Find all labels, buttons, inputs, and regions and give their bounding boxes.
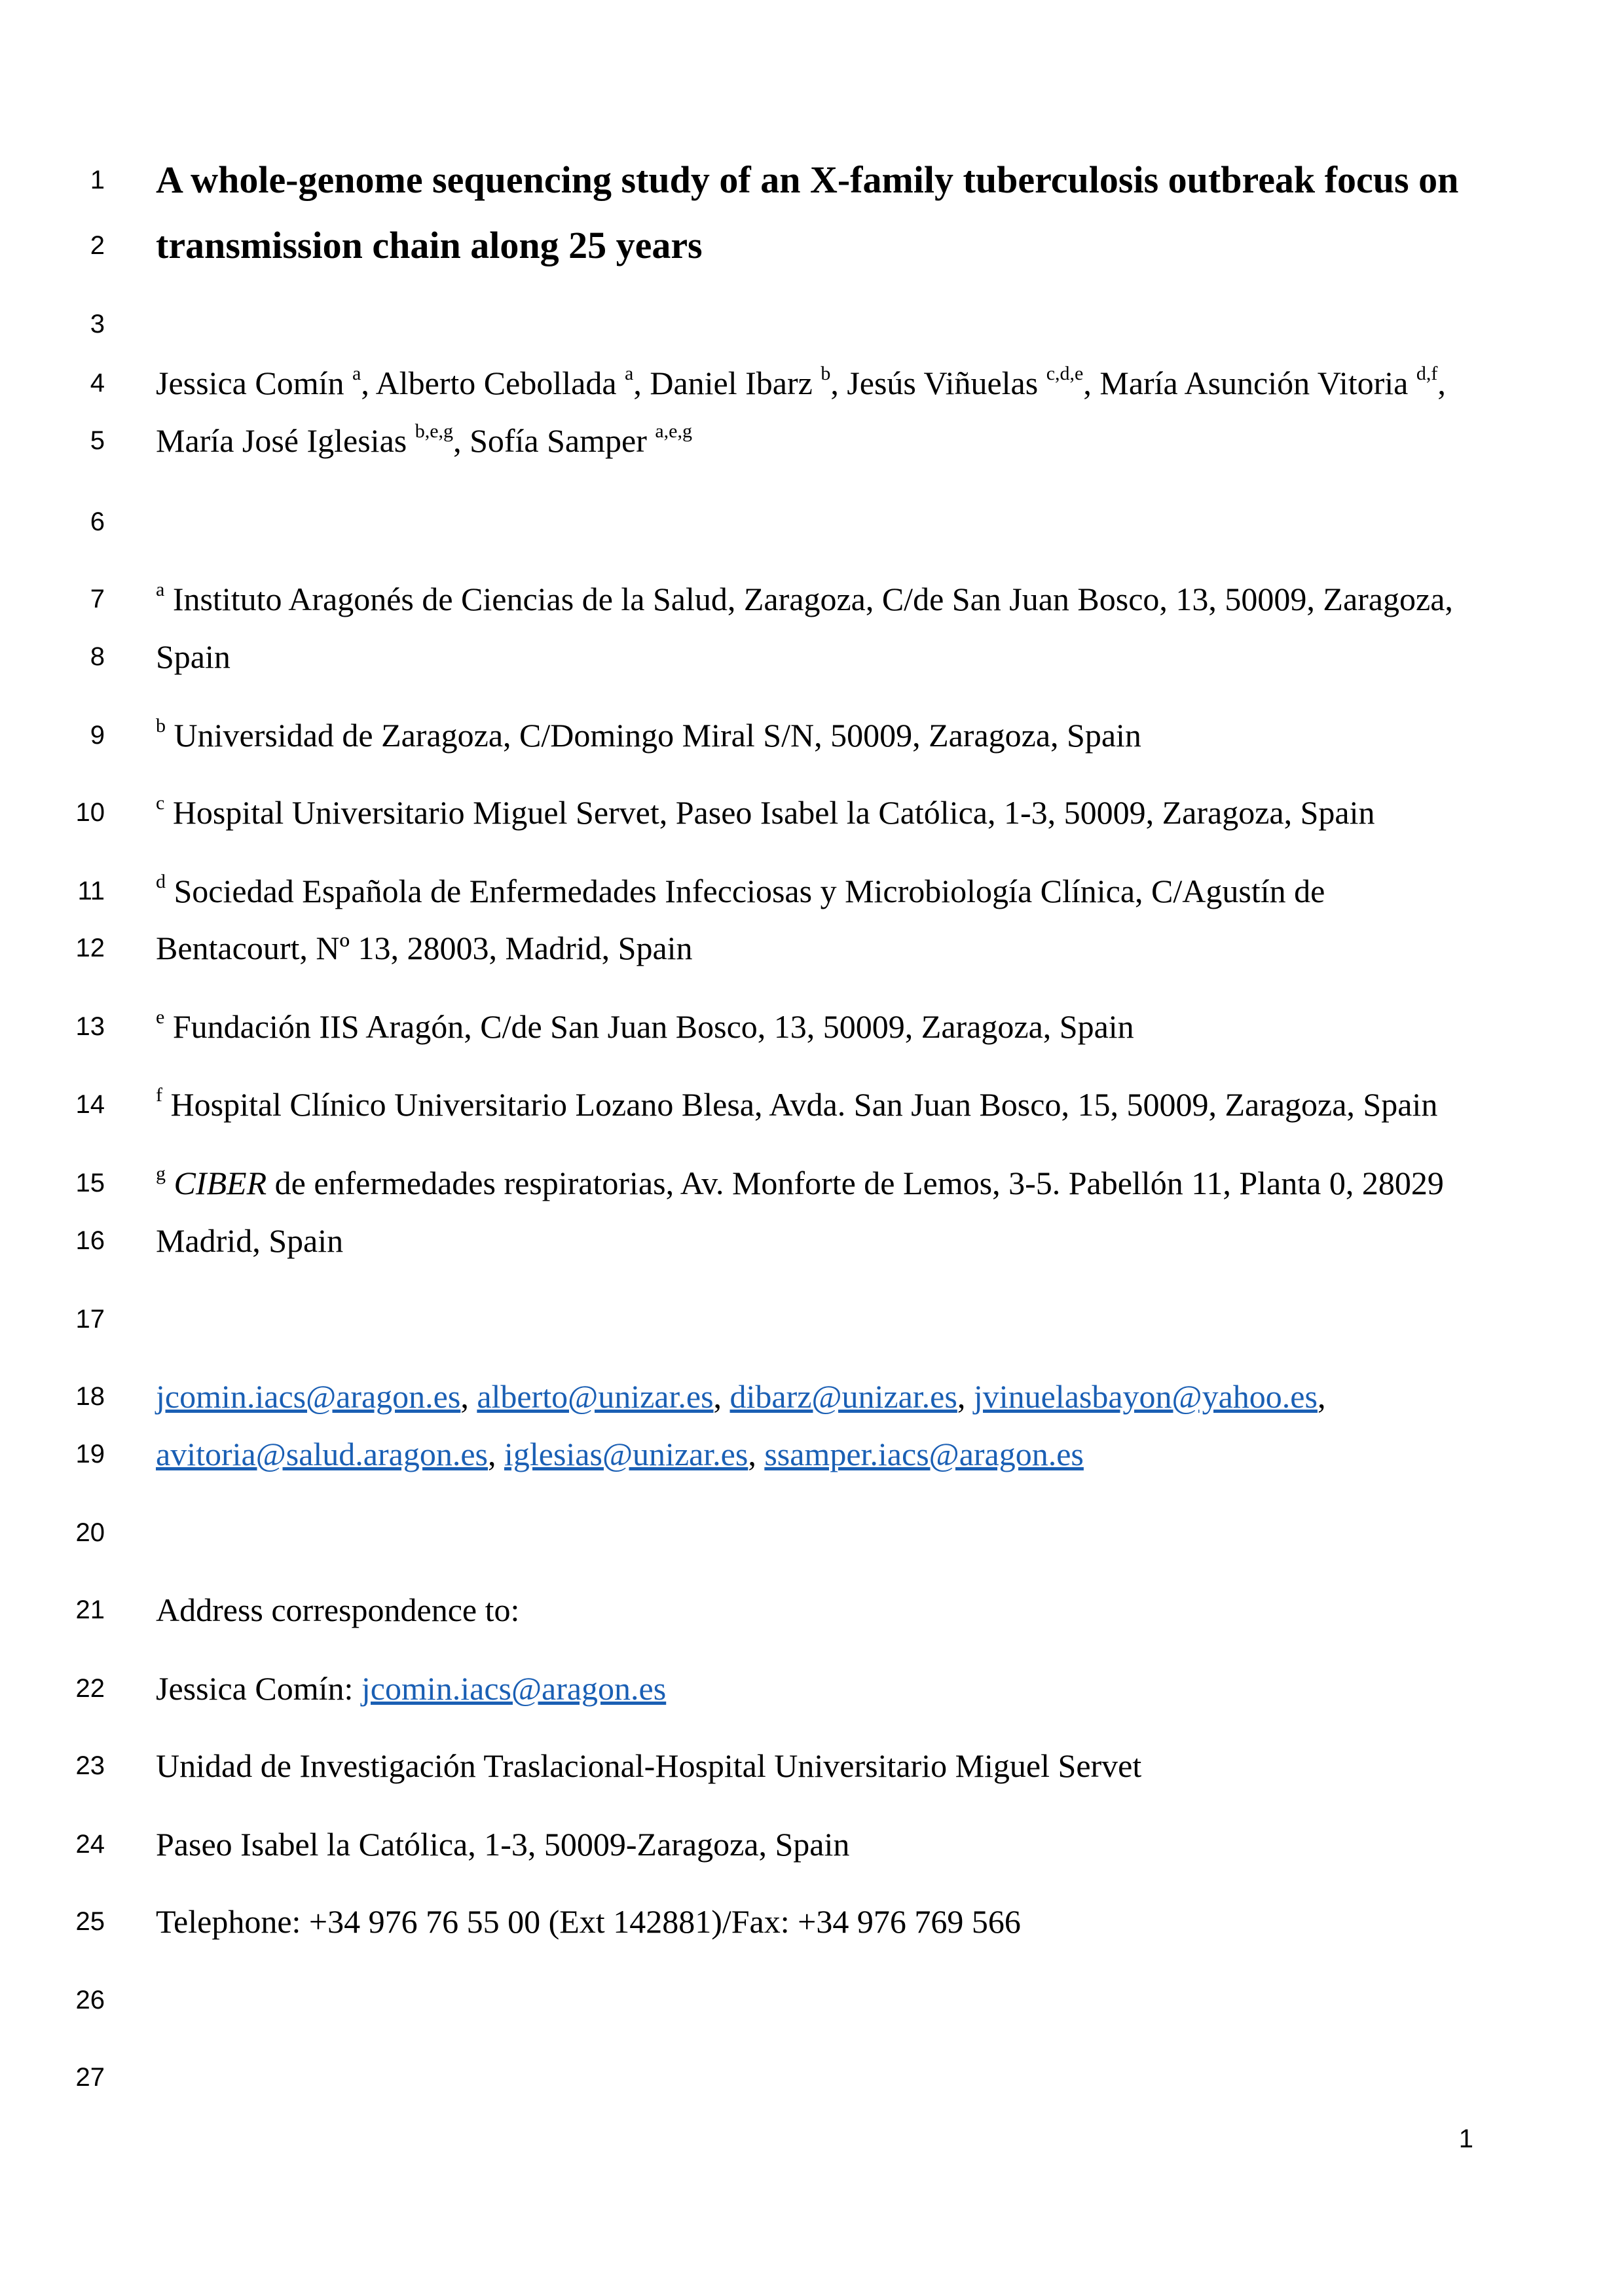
correspondence-email-link[interactable]: jcomin.iacs@aragon.es — [361, 1670, 667, 1707]
line-4 — [0, 354, 1624, 412]
paper-title-line-1: A whole-genome sequencing study of an X-family tuberculosis outbreak focus on — [156, 158, 1459, 201]
affiliation-text: Hospital Universitario Miguel Servet, Paseo Isabel la Católica, 1-3, 50009, Zaragoza, Spain — [172, 794, 1375, 831]
affiliation-d — [156, 862, 1505, 920]
line-2 — [0, 216, 1624, 275]
affiliation-b — [156, 706, 1505, 765]
line-8 — [0, 627, 1624, 686]
line-number: 17 — [75, 1305, 105, 1334]
line-9 — [0, 706, 1624, 765]
correspondence-name: Jessica Comín: — [156, 1670, 361, 1707]
email-link[interactable]: jcomin.iacs@aragon.es — [156, 1378, 461, 1415]
separator: , — [1083, 365, 1100, 401]
line-16 — [0, 1211, 1624, 1270]
correspondence-contact — [156, 1659, 1505, 1718]
author-affiliation-mark: d,f — [1416, 363, 1438, 384]
line-26 — [0, 1971, 1624, 2030]
line-15 — [0, 1154, 1624, 1212]
line-27 — [0, 2048, 1624, 2107]
email-link[interactable]: dibarz@unizar.es — [729, 1378, 957, 1415]
author-affiliation-mark: a — [352, 363, 361, 384]
line-number: 20 — [75, 1518, 105, 1547]
author-name: María José Iglesias — [156, 422, 407, 459]
line-number: 26 — [75, 1986, 105, 2014]
author-name: Jessica Comín — [156, 365, 344, 401]
author-affiliation-mark: b — [821, 363, 831, 384]
line-number: 18 — [75, 1382, 105, 1411]
author-list-line-1 — [156, 354, 1505, 412]
line-number: 14 — [75, 1090, 105, 1119]
line-number: 5 — [90, 426, 105, 455]
author-affiliation-mark: a,e,g — [655, 420, 692, 442]
line-18 — [0, 1367, 1624, 1426]
line-number: 13 — [75, 1012, 105, 1041]
correspondence-phone: Telephone: +34 976 76 55 00 (Ext 142881)/Fax: +34 976 769 566 — [156, 1903, 1021, 1940]
line-3 — [0, 295, 1624, 354]
line-12 — [0, 919, 1624, 977]
correspondence-institution: Unidad de Investigación Traslacional-Hospital Universitario Miguel Servet — [156, 1747, 1142, 1784]
line-number: 2 — [90, 231, 105, 260]
line-number: 4 — [90, 369, 105, 397]
author-name: María Asunción Vitoria — [1099, 365, 1409, 401]
line-25 — [0, 1892, 1624, 1951]
affiliation-mark: d — [156, 871, 166, 892]
affiliation-text: Fundación IIS Aragón, C/de San Juan Bosco, 13, 50009, Zaragoza, Spain — [172, 1008, 1134, 1045]
separator: , — [1437, 365, 1446, 401]
line-number: 10 — [75, 798, 105, 827]
author-affiliation-mark: c,d,e — [1046, 363, 1084, 384]
separator: , — [830, 365, 847, 401]
line-5 — [0, 411, 1624, 470]
line-number: 7 — [90, 585, 105, 613]
correspondence-address: Paseo Isabel la Católica, 1-3, 50009-Zaragoza, Spain — [156, 1826, 850, 1863]
email-link[interactable]: ssamper.iacs@aragon.es — [764, 1436, 1084, 1472]
correspondence-heading: Address correspondence to: — [156, 1592, 520, 1628]
author-affiliation-mark: a — [625, 363, 634, 384]
line-number: 6 — [90, 507, 105, 536]
line-number: 16 — [75, 1226, 105, 1255]
affiliation-text: Instituto Aragonés de Ciencias de la Salud, Zaragoza, C/de San Juan Bosco, 13, 50009, Zaragoza, — [172, 581, 1453, 617]
author-affiliation-mark: b,e,g — [415, 420, 454, 442]
line-13 — [0, 997, 1624, 1056]
email-link[interactable]: avitoria@salud.aragon.es — [156, 1436, 488, 1472]
affiliation-c — [156, 783, 1505, 842]
line-number: 11 — [77, 877, 105, 905]
line-number: 27 — [75, 2063, 105, 2092]
line-number: 19 — [75, 1440, 105, 1468]
affiliation-e — [156, 997, 1505, 1056]
line-6 — [0, 492, 1624, 551]
line-number: 12 — [75, 934, 105, 962]
affiliation-g — [156, 1154, 1505, 1212]
line-22 — [0, 1659, 1624, 1718]
line-23 — [0, 1736, 1624, 1795]
line-24 — [0, 1815, 1624, 1874]
email-list-line-1: jcomin.iacs@aragon.es, alberto@unizar.es, dibarz@unizar.es, jvinuelasbayon@yahoo.es, — [156, 1378, 1326, 1415]
line-10 — [0, 783, 1624, 842]
email-link[interactable]: iglesias@unizar.es — [504, 1436, 748, 1472]
separator: , — [453, 422, 470, 459]
line-19 — [0, 1425, 1624, 1484]
author-name: Daniel Ibarz — [650, 365, 813, 401]
affiliation-a-continued: Spain — [156, 638, 231, 675]
affiliation-mark: e — [156, 1006, 165, 1028]
line-number: 21 — [75, 1595, 105, 1624]
line-20 — [0, 1503, 1624, 1562]
separator: , — [633, 365, 650, 401]
line-17 — [0, 1290, 1624, 1349]
line-number: 9 — [90, 721, 105, 750]
line-number: 1 — [90, 166, 105, 194]
email-list-line-2: avitoria@salud.aragon.es, iglesias@unizar.es, ssamper.iacs@aragon.es — [156, 1436, 1084, 1472]
line-7 — [0, 570, 1624, 629]
line-11 — [0, 862, 1624, 920]
page-number: 1 — [1458, 2124, 1473, 2153]
affiliation-d-continued: Bentacourt, Nº 13, 28003, Madrid, Spain — [156, 930, 693, 966]
line-number: 22 — [75, 1674, 105, 1703]
affiliation-a — [156, 570, 1505, 629]
email-link[interactable]: jvinuelasbayon@yahoo.es — [973, 1378, 1318, 1415]
line-21 — [0, 1580, 1624, 1639]
affiliation-g-continued: Madrid, Spain — [156, 1222, 344, 1259]
line-number: 15 — [75, 1169, 105, 1197]
affiliation-mark: b — [156, 715, 166, 737]
affiliation-text: de enfermedades respiratorias, Av. Monforte de Lemos, 3-5. Pabellón 11, Planta 0, 28029 — [267, 1165, 1444, 1201]
affiliation-text: Sociedad Española de Enfermedades Infecciosas y Microbiología Clínica, C/Agustín de — [174, 873, 1325, 909]
email-link[interactable]: alberto@unizar.es — [477, 1378, 714, 1415]
line-1 — [0, 151, 1624, 210]
line-number: 3 — [90, 310, 105, 338]
affiliation-mark: a — [156, 579, 165, 600]
affiliation-text: Hospital Clínico Universitario Lozano Blesa, Avda. San Juan Bosco, 15, 50009, Zaragoza, Spain — [170, 1086, 1438, 1123]
author-name: Sofía Samper — [470, 422, 647, 459]
line-number: 24 — [75, 1830, 105, 1859]
author-name: Alberto Cebollada — [375, 365, 617, 401]
line-14 — [0, 1075, 1624, 1134]
affiliation-f — [156, 1075, 1505, 1134]
line-number: 23 — [75, 1751, 105, 1780]
affiliation-text: Universidad de Zaragoza, C/Domingo Miral S/N, 50009, Zaragoza, Spain — [174, 717, 1141, 754]
affiliation-mark: c — [156, 792, 165, 814]
author-list-line-2 — [156, 411, 1505, 470]
separator: , — [361, 365, 376, 401]
paper-title-line-2: transmission chain along 25 years — [156, 224, 703, 266]
affiliation-mark: f — [156, 1084, 162, 1106]
author-name: Jesús Viñuelas — [847, 365, 1039, 401]
line-number: 25 — [75, 1907, 105, 1936]
affiliation-italic: CIBER — [174, 1165, 267, 1201]
line-number: 8 — [90, 642, 105, 671]
affiliation-mark: g — [156, 1163, 166, 1184]
